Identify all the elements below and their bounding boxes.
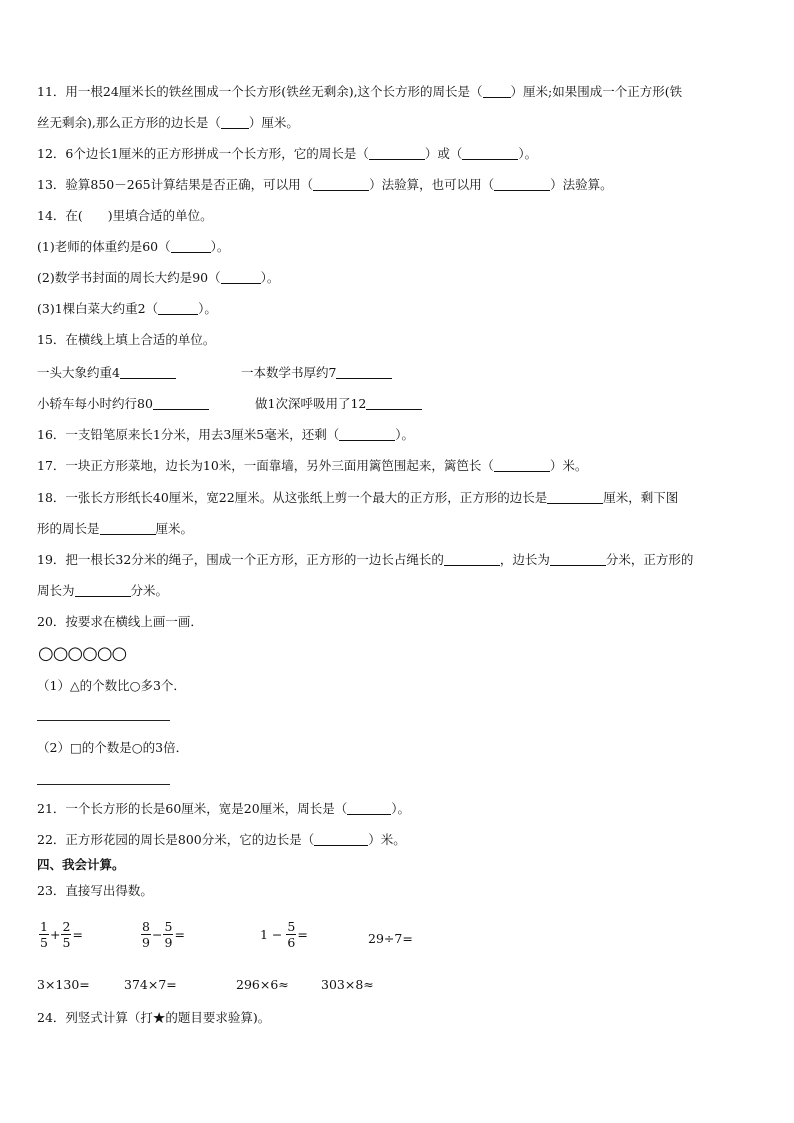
question-19-line2: 周长为 分米。	[37, 583, 169, 598]
question-20-1: （1）△的个数比○多3个．	[37, 678, 186, 693]
answer-blank[interactable]	[339, 426, 395, 441]
answer-blank[interactable]	[158, 300, 198, 315]
answer-blank[interactable]	[550, 551, 606, 566]
question-15-row1-b: 一本数学书厚约7	[241, 363, 392, 383]
question-19-line1: 19．把一根长32分米的绳子，围成一个正方形，正方形的一边长占绳长的 ，边长为 分米，正方形的	[37, 552, 694, 567]
answer-blank[interactable]	[153, 395, 209, 410]
answer-blank[interactable]	[347, 800, 391, 815]
calc-item: 303×8≈	[321, 977, 374, 992]
calc-fraction-3: 1 − 5 6 =	[260, 919, 308, 950]
answer-blank[interactable]	[221, 269, 261, 284]
question-20: 20．按要求在横线上画一画．	[37, 614, 203, 629]
calc-item: 374×7=	[124, 977, 177, 992]
section-heading: 四、我会计算。	[37, 857, 125, 872]
question-17: 17．一块正方形菜地，边长为10米，一面靠墙，另外三面用篱笆围起来，篱笆长（ ）米。	[37, 458, 588, 473]
question-21: 21．一个长方形的长是60厘米，宽是20厘米，周长是（ ）。	[37, 801, 410, 816]
answer-blank[interactable]	[444, 551, 500, 566]
answer-blank[interactable]	[462, 145, 518, 160]
question-15-row1: 一头大象约重4	[37, 363, 176, 383]
question-15: 15．在横线上填上合适的单位。	[37, 332, 216, 347]
question-11-line1: 11．用一根24厘米长的铁丝围成一个长方形(铁丝无剩余),这个长方形的周长是（ ）厘米;如果围成一个正方形(铁	[37, 84, 683, 99]
question-14-1: (1)老师的体重约是60（ ）。	[37, 239, 230, 254]
calc-division: 29÷7=	[368, 931, 413, 946]
question-22: 22．正方形花园的周长是800分米，它的边长是（ ）米。	[37, 832, 406, 847]
answer-blank[interactable]	[171, 238, 211, 253]
question-23: 23．直接写出得数。	[37, 883, 153, 898]
question-14-2: (2)数学书封面的周长大约是90（ ）。	[37, 270, 280, 285]
answer-blank[interactable]	[313, 176, 369, 191]
question-13: 13．验算850－265计算结果是否正确，可以用（ ）法验算，也可以用（ ）法验算。	[37, 177, 613, 192]
answer-blank[interactable]	[120, 364, 176, 379]
answer-blank[interactable]	[369, 145, 425, 160]
question-14-3: (3)1棵白菜大约重2（ ）。	[37, 301, 217, 316]
question-20-2: （2）□的个数是○的3倍．	[37, 740, 189, 755]
answer-blank[interactable]	[494, 457, 550, 472]
question-11-line2: 丝无剩余),那么正方形的边长是（ ）厘米。	[37, 115, 299, 130]
question-14: 14．在( )里填合适的单位。	[37, 208, 213, 223]
answer-blank[interactable]	[366, 395, 422, 410]
question-18-line2: 形的周长是 厘米。	[37, 521, 194, 536]
answer-blank[interactable]	[100, 520, 156, 535]
question-12: 12．6个边长1厘米的正方形拼成一个长方形，它的周长是（ ）或（ ）。	[37, 146, 538, 161]
calc-item: 3×130=	[37, 977, 90, 992]
question-15-row2: 小轿车每小时约行80	[37, 394, 209, 414]
answer-blank[interactable]	[221, 114, 249, 129]
calc-item: 296×6≈	[236, 977, 289, 992]
answer-blank[interactable]	[314, 831, 368, 846]
answer-blank[interactable]	[547, 489, 603, 504]
answer-blank[interactable]	[483, 83, 511, 98]
question-18-line1: 18．一张长方形纸长40厘米，宽22厘米。从这张纸上剪一个最大的正方形，正方形的边长是 厘米，剩下图	[37, 490, 679, 505]
answer-blank[interactable]	[336, 364, 392, 379]
question-16: 16．一支铅笔原来长1分米，用去3厘米5毫米，还剩（ ）。	[37, 427, 415, 442]
question-15-row2-b: 做1次深呼吸用了12	[255, 394, 422, 414]
circles-row: ○○○○○○	[38, 643, 127, 664]
drawing-line[interactable]	[37, 784, 170, 785]
answer-blank[interactable]	[75, 582, 131, 597]
calc-fraction-2: 8 9 − 5 9 =	[142, 919, 185, 950]
drawing-line[interactable]	[37, 720, 170, 721]
calc-fraction-1: 1 5 + 2 5 =	[40, 919, 83, 950]
answer-blank[interactable]	[494, 176, 550, 191]
question-24: 24．列竖式计算（打★的题目要求验算)。	[37, 1010, 271, 1025]
